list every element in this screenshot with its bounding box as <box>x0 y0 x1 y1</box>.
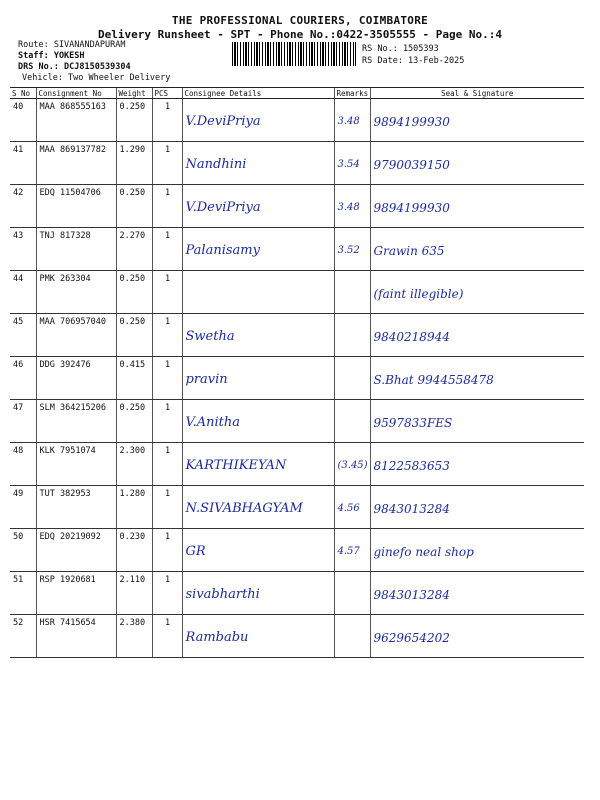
consignment-cell: SLM 364215206 <box>36 400 116 443</box>
sno-cell: 45 <box>10 314 36 357</box>
sno-cell: 46 <box>10 357 36 400</box>
sno-cell: 48 <box>10 443 36 486</box>
pcs-cell: 1 <box>152 443 182 486</box>
remarks-cell: 3.52 <box>334 228 370 271</box>
col-seal: Seal & Signature <box>370 88 584 99</box>
seal-signature: 9843013284 <box>370 486 584 529</box>
weight-cell: 0.415 <box>116 357 152 400</box>
seal-signature: 9629654202 <box>370 615 584 658</box>
col-pcs: PCS <box>152 88 182 99</box>
weight-cell: 2.380 <box>116 615 152 658</box>
col-consignment: Consignment No <box>36 88 116 99</box>
consignee-signature: GR <box>182 529 334 572</box>
drs-label: DRS No.: DCJ8150539304 <box>18 62 131 72</box>
seal-signature: (faint illegible) <box>370 271 584 314</box>
seal-signature: 8122583653 <box>370 443 584 486</box>
sno-cell: 49 <box>10 486 36 529</box>
col-weight: Weight <box>116 88 152 99</box>
seal-signature: 9894199930 <box>370 99 584 142</box>
weight-cell: 0.250 <box>116 314 152 357</box>
table-row <box>10 486 584 529</box>
weight-cell: 0.230 <box>116 529 152 572</box>
company-title: THE PROFESSIONAL COURIERS, COIMBATORE <box>171 14 429 27</box>
remarks-cell: 4.56 <box>334 486 370 529</box>
sno-cell: 43 <box>10 228 36 271</box>
pcs-cell: 1 <box>152 572 182 615</box>
remarks-cell <box>334 572 370 615</box>
consignee-signature: V.Anitha <box>182 400 334 443</box>
pcs-cell: 1 <box>152 400 182 443</box>
pcs-cell: 1 <box>152 99 182 142</box>
remarks-cell: 3.48 <box>334 185 370 228</box>
staff-label: Staff: YOKESH <box>18 51 85 61</box>
consignee-signature: KARTHIKEYAN <box>182 443 334 486</box>
weight-cell: 0.250 <box>116 185 152 228</box>
table-row <box>10 142 584 185</box>
consignee-signature: V.DeviPriya <box>182 185 334 228</box>
sno-cell: 41 <box>10 142 36 185</box>
sno-cell: 50 <box>10 529 36 572</box>
runsheet-subtitle: Delivery Runsheet - SPT - Phone No.:0422-3505555 - Page No.:4 <box>98 28 502 41</box>
weight-cell: 1.290 <box>116 142 152 185</box>
consignee-signature: Rambabu <box>182 615 334 658</box>
seal-signature: ginefo neal shop <box>370 529 584 572</box>
weight-cell: 1.280 <box>116 486 152 529</box>
remarks-cell <box>334 400 370 443</box>
table-row <box>10 185 584 228</box>
seal-signature: 9840218944 <box>370 314 584 357</box>
consignment-cell: PMK 263304 <box>36 271 116 314</box>
consignee-signature: V.DeviPriya <box>182 99 334 142</box>
sno-cell: 40 <box>10 99 36 142</box>
pcs-cell: 1 <box>152 142 182 185</box>
weight-cell: 2.110 <box>116 572 152 615</box>
remarks-cell: (3.45) <box>334 443 370 486</box>
table-row <box>10 228 584 271</box>
table-header-row <box>10 88 584 99</box>
consignment-cell: EDQ 20219092 <box>36 529 116 572</box>
seal-signature: Grawin 635 <box>370 228 584 271</box>
consignment-cell: HSR 7415654 <box>36 615 116 658</box>
consignment-cell: DDG 392476 <box>36 357 116 400</box>
table-row <box>10 357 584 400</box>
pcs-cell: 1 <box>152 228 182 271</box>
vehicle-label: Vehicle: Two Wheeler Delivery <box>22 73 171 83</box>
rs-date: RS Date: 13-Feb-2025 <box>362 56 465 66</box>
col-remarks: Remarks <box>334 88 370 99</box>
barcode <box>232 42 356 66</box>
table-row <box>10 529 584 572</box>
consignee-signature: Swetha <box>182 314 334 357</box>
weight-cell: 2.300 <box>116 443 152 486</box>
remarks-cell <box>334 314 370 357</box>
sno-cell: 52 <box>10 615 36 658</box>
consignment-cell: MAA 868555163 <box>36 99 116 142</box>
consignee-signature: sivabharthi <box>182 572 334 615</box>
remarks-cell <box>334 271 370 314</box>
consignment-cell: EDQ 11504706 <box>36 185 116 228</box>
seal-signature: 9894199930 <box>370 185 584 228</box>
consignment-cell: RSP 1920681 <box>36 572 116 615</box>
remarks-cell: 3.48 <box>334 99 370 142</box>
table-row <box>10 615 584 658</box>
weight-cell: 0.250 <box>116 271 152 314</box>
consignment-cell: MAA 706957040 <box>36 314 116 357</box>
pcs-cell: 1 <box>152 185 182 228</box>
sno-cell: 51 <box>10 572 36 615</box>
consignee-signature: pravin <box>182 357 334 400</box>
table-row <box>10 443 584 486</box>
pcs-cell: 1 <box>152 357 182 400</box>
rs-number: RS No.: 1505393 <box>362 44 439 54</box>
sno-cell: 47 <box>10 400 36 443</box>
seal-signature: 9843013284 <box>370 572 584 615</box>
remarks-cell <box>334 615 370 658</box>
sno-cell: 42 <box>10 185 36 228</box>
weight-cell: 0.250 <box>116 99 152 142</box>
col-sno: S No <box>10 88 36 99</box>
table-row <box>10 99 584 142</box>
consignee-signature: N.SIVABHAGYAM <box>182 486 334 529</box>
table-row <box>10 271 584 314</box>
remarks-cell: 4.57 <box>334 529 370 572</box>
pcs-cell: 1 <box>152 615 182 658</box>
table-row <box>10 400 584 443</box>
pcs-cell: 1 <box>152 271 182 314</box>
weight-cell: 2.270 <box>116 228 152 271</box>
consignee-signature: Nandhini <box>182 142 334 185</box>
seal-signature: S.Bhat 9944558478 <box>370 357 584 400</box>
remarks-cell: 3.54 <box>334 142 370 185</box>
weight-cell: 0.250 <box>116 400 152 443</box>
table-row <box>10 314 584 357</box>
seal-signature: 9597833FES <box>370 400 584 443</box>
table-row <box>10 572 584 615</box>
route-label: Route: SIVANANDAPURAM <box>18 40 126 50</box>
consignee-signature <box>182 271 334 314</box>
seal-signature: 9790039150 <box>370 142 584 185</box>
pcs-cell: 1 <box>152 314 182 357</box>
remarks-cell <box>334 357 370 400</box>
pcs-cell: 1 <box>152 486 182 529</box>
runsheet-table <box>10 87 584 658</box>
col-consignee: Consignee Details <box>182 88 334 99</box>
consignee-signature: Palanisamy <box>182 228 334 271</box>
consignment-cell: KLK 7951074 <box>36 443 116 486</box>
consignment-cell: TUT 382953 <box>36 486 116 529</box>
sno-cell: 44 <box>10 271 36 314</box>
consignment-cell: TNJ 817328 <box>36 228 116 271</box>
consignment-cell: MAA 869137782 <box>36 142 116 185</box>
pcs-cell: 1 <box>152 529 182 572</box>
